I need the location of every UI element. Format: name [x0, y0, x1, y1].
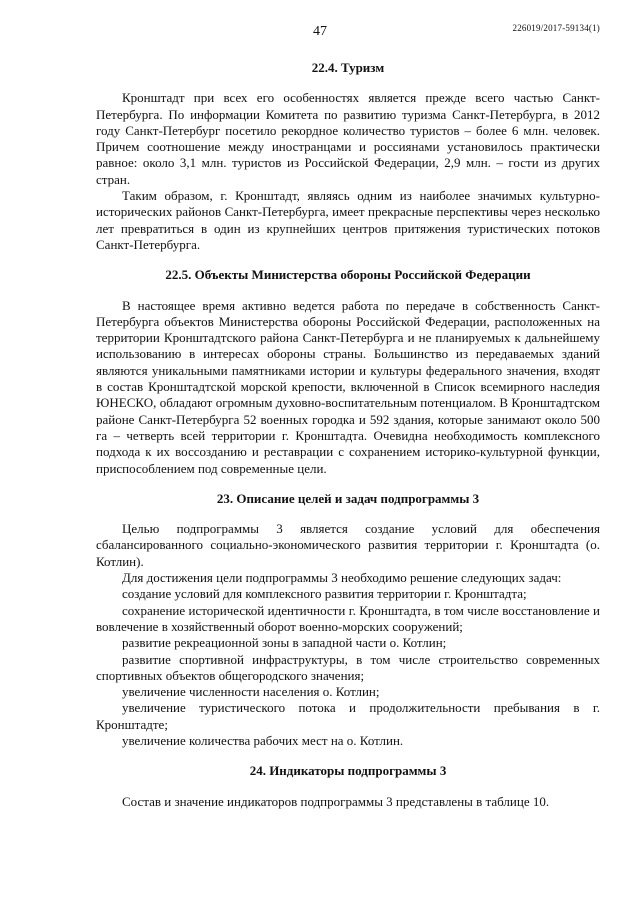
section-heading-goals: 23. Описание целей и задач подпрограммы 3 — [216, 490, 480, 506]
paragraph: Целью подпрограммы 3 является создание условий для обеспечения сбалансированного социально-экономического развития территории г. Кронштадта (о. Котлин). — [96, 521, 600, 569]
section-heading-indicators: 24. Индикаторы подпрограммы 3 — [249, 763, 447, 779]
paragraph: Для достижения цели подпрограммы 3 необходимо решение следующих задач: — [122, 570, 562, 586]
paragraph: Кронштадт при всех его особенностях является прежде всего частью Санкт-Петербурга. По информации Комитета по развитию туризма Санкт-Петербурга, в 2012 году Санкт-Петербург посетило рекордное количество туристов – более 6 млн. человек. Причем соотношение между иностранцами и россиянами установилось практически равное: около 3,1 млн. туристов из Российской Федерации, 2,9 млн. – гости из других стран. — [96, 90, 600, 187]
section-heading-defense-objects: 22.5. Объекты Министерства обороны Российской Федерации — [165, 267, 531, 283]
document-code: 226019/2017-59134(1) — [512, 23, 600, 33]
paragraph: Состав и значение индикаторов подпрограммы 3 представлены в таблице 10. — [122, 793, 550, 809]
task-item: развитие рекреационной зоны в западной части о. Котлин; — [122, 635, 447, 651]
section-heading-tourism: 22.4. Туризм — [311, 60, 385, 75]
task-item: сохранение исторической идентичности г. Кронштадта, в том числе восстановление и вовлечение в хозяйственный оборот военно-морских сооружений; — [96, 602, 600, 634]
task-item: увеличение туристического потока и продолжительности пребывания в г. Кронштадте; — [96, 700, 600, 732]
task-item: увеличение количества рабочих мест на о. Котлин. — [122, 732, 404, 748]
document-body — [96, 60, 600, 810]
paragraph: В настоящее время активно ведется работа по передаче в собственность Санкт-Петербурга объектов Министерства обороны Российской Федерации, расположенных на территории Кронштадтского района Санкт-Петербурга и не планируемых к дальнейшему использованию в интересах обороны страны. Большинство из передаваемых зданий являются уникальными памятниками истории и культуры федерального значения, входят в состав Кронштадтской морской крепости, включенной в Список всемирного наследия ЮНЕСКО, обладают огромным духовно-воспитательным потенциалом. В Кронштадтском районе Санкт-Петербурга 52 военных городка и 592 здания, которые занимают около 500 га – четверть всей территории г. Кронштадта. Очевидна необходимость комплексного подхода к их воссозданию и реставрации с сохранением историко-культурной функции, приспособлением под современные цели. — [96, 297, 600, 476]
task-item: развитие спортивной инфраструктуры, в том числе строительство современных спортивных объектов общегородского значения; — [96, 651, 600, 683]
page-number: 47 — [313, 24, 327, 39]
task-item: увеличение численности населения о. Котлин; — [122, 684, 380, 700]
paragraph: Таким образом, г. Кронштадт, являясь одним из наиболее значимых культурно-исторических районов Санкт-Петербурга, имеет прекрасные перспективы через несколько лет превратиться в один из крупнейших центров притяжения туристических потоков Санкт-Петербурга. — [96, 188, 600, 252]
task-item: создание условий для комплексного развития территории г. Кронштадта; — [122, 586, 527, 602]
